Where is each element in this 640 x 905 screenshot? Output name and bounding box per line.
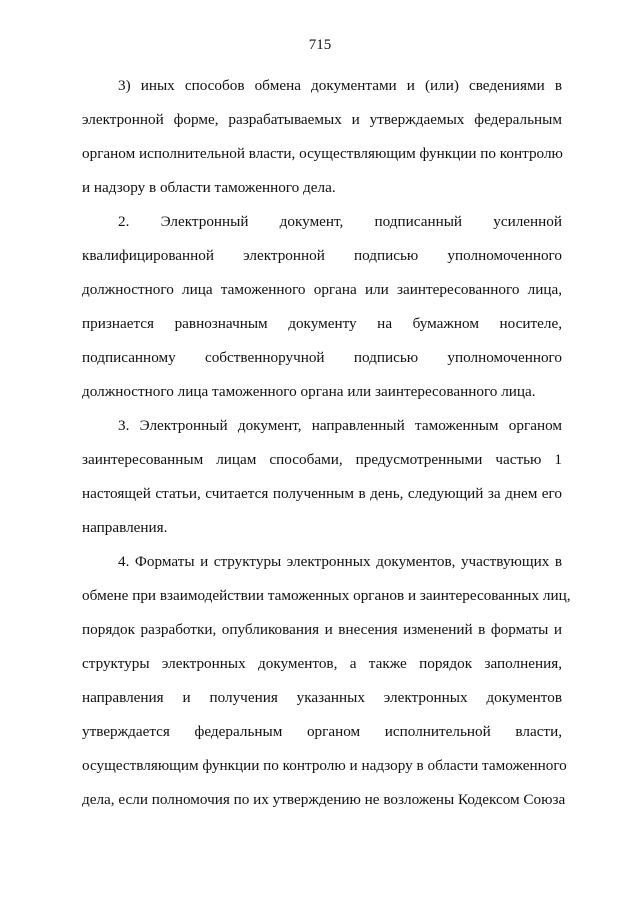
text-line: настоящей статьи, считается полученным в день, следующий за днем его	[82, 485, 562, 502]
text-line: осуществляющим функции по контролю и надзору в области таможенного	[82, 757, 567, 774]
text-line: направления и получения указанных электронных документов	[82, 689, 562, 706]
text-line: должностного лица таможенного органа или заинтересованного лица,	[82, 281, 562, 298]
text-line: подписанному собственноручной подписью уполномоченного	[82, 349, 562, 366]
text-line: порядок разработки, опубликования и внесения изменений в форматы и	[82, 621, 562, 638]
text-line: органом исполнительной власти, осуществляющим функции по контролю	[82, 145, 563, 162]
page-number: 715	[308, 37, 332, 53]
document-body	[82, 69, 571, 817]
text-line: 3. Электронный документ, направленный таможенным органом	[118, 417, 562, 434]
text-line: 3) иных способов обмена документами и (или) сведениями в	[118, 77, 562, 94]
text-line: квалифицированной электронной подписью уполномоченного	[82, 247, 562, 264]
paragraph-2	[82, 205, 562, 409]
text-line: признается равнозначным документу на бумажном носителе,	[82, 315, 562, 332]
text-line: обмене при взаимодействии таможенных органов и заинтересованных лиц,	[82, 587, 571, 604]
text-line: 2. Электронный документ, подписанный усиленной	[118, 213, 562, 230]
text-line: дела, если полномочия по их утверждению не возложены Кодексом Союза	[82, 791, 566, 808]
paragraph-3	[82, 409, 562, 545]
paragraph-4	[82, 545, 571, 817]
text-line: и надзору в области таможенного дела.	[82, 179, 336, 196]
paragraph-item-3	[82, 69, 562, 205]
text-line: 4. Форматы и структуры электронных документов, участвующих в	[118, 553, 562, 570]
text-line: направления.	[82, 519, 168, 536]
text-line: должностного лица таможенного органа или заинтересованного лица.	[82, 383, 536, 400]
text-line: структуры электронных документов, а также порядок заполнения,	[82, 655, 562, 672]
text-line: утверждается федеральным органом исполнительной власти,	[82, 723, 562, 740]
text-line: заинтересованным лицам способами, предусмотренными частью 1	[82, 451, 562, 468]
text-line: электронной форме, разрабатываемых и утверждаемых федеральным	[82, 111, 562, 128]
